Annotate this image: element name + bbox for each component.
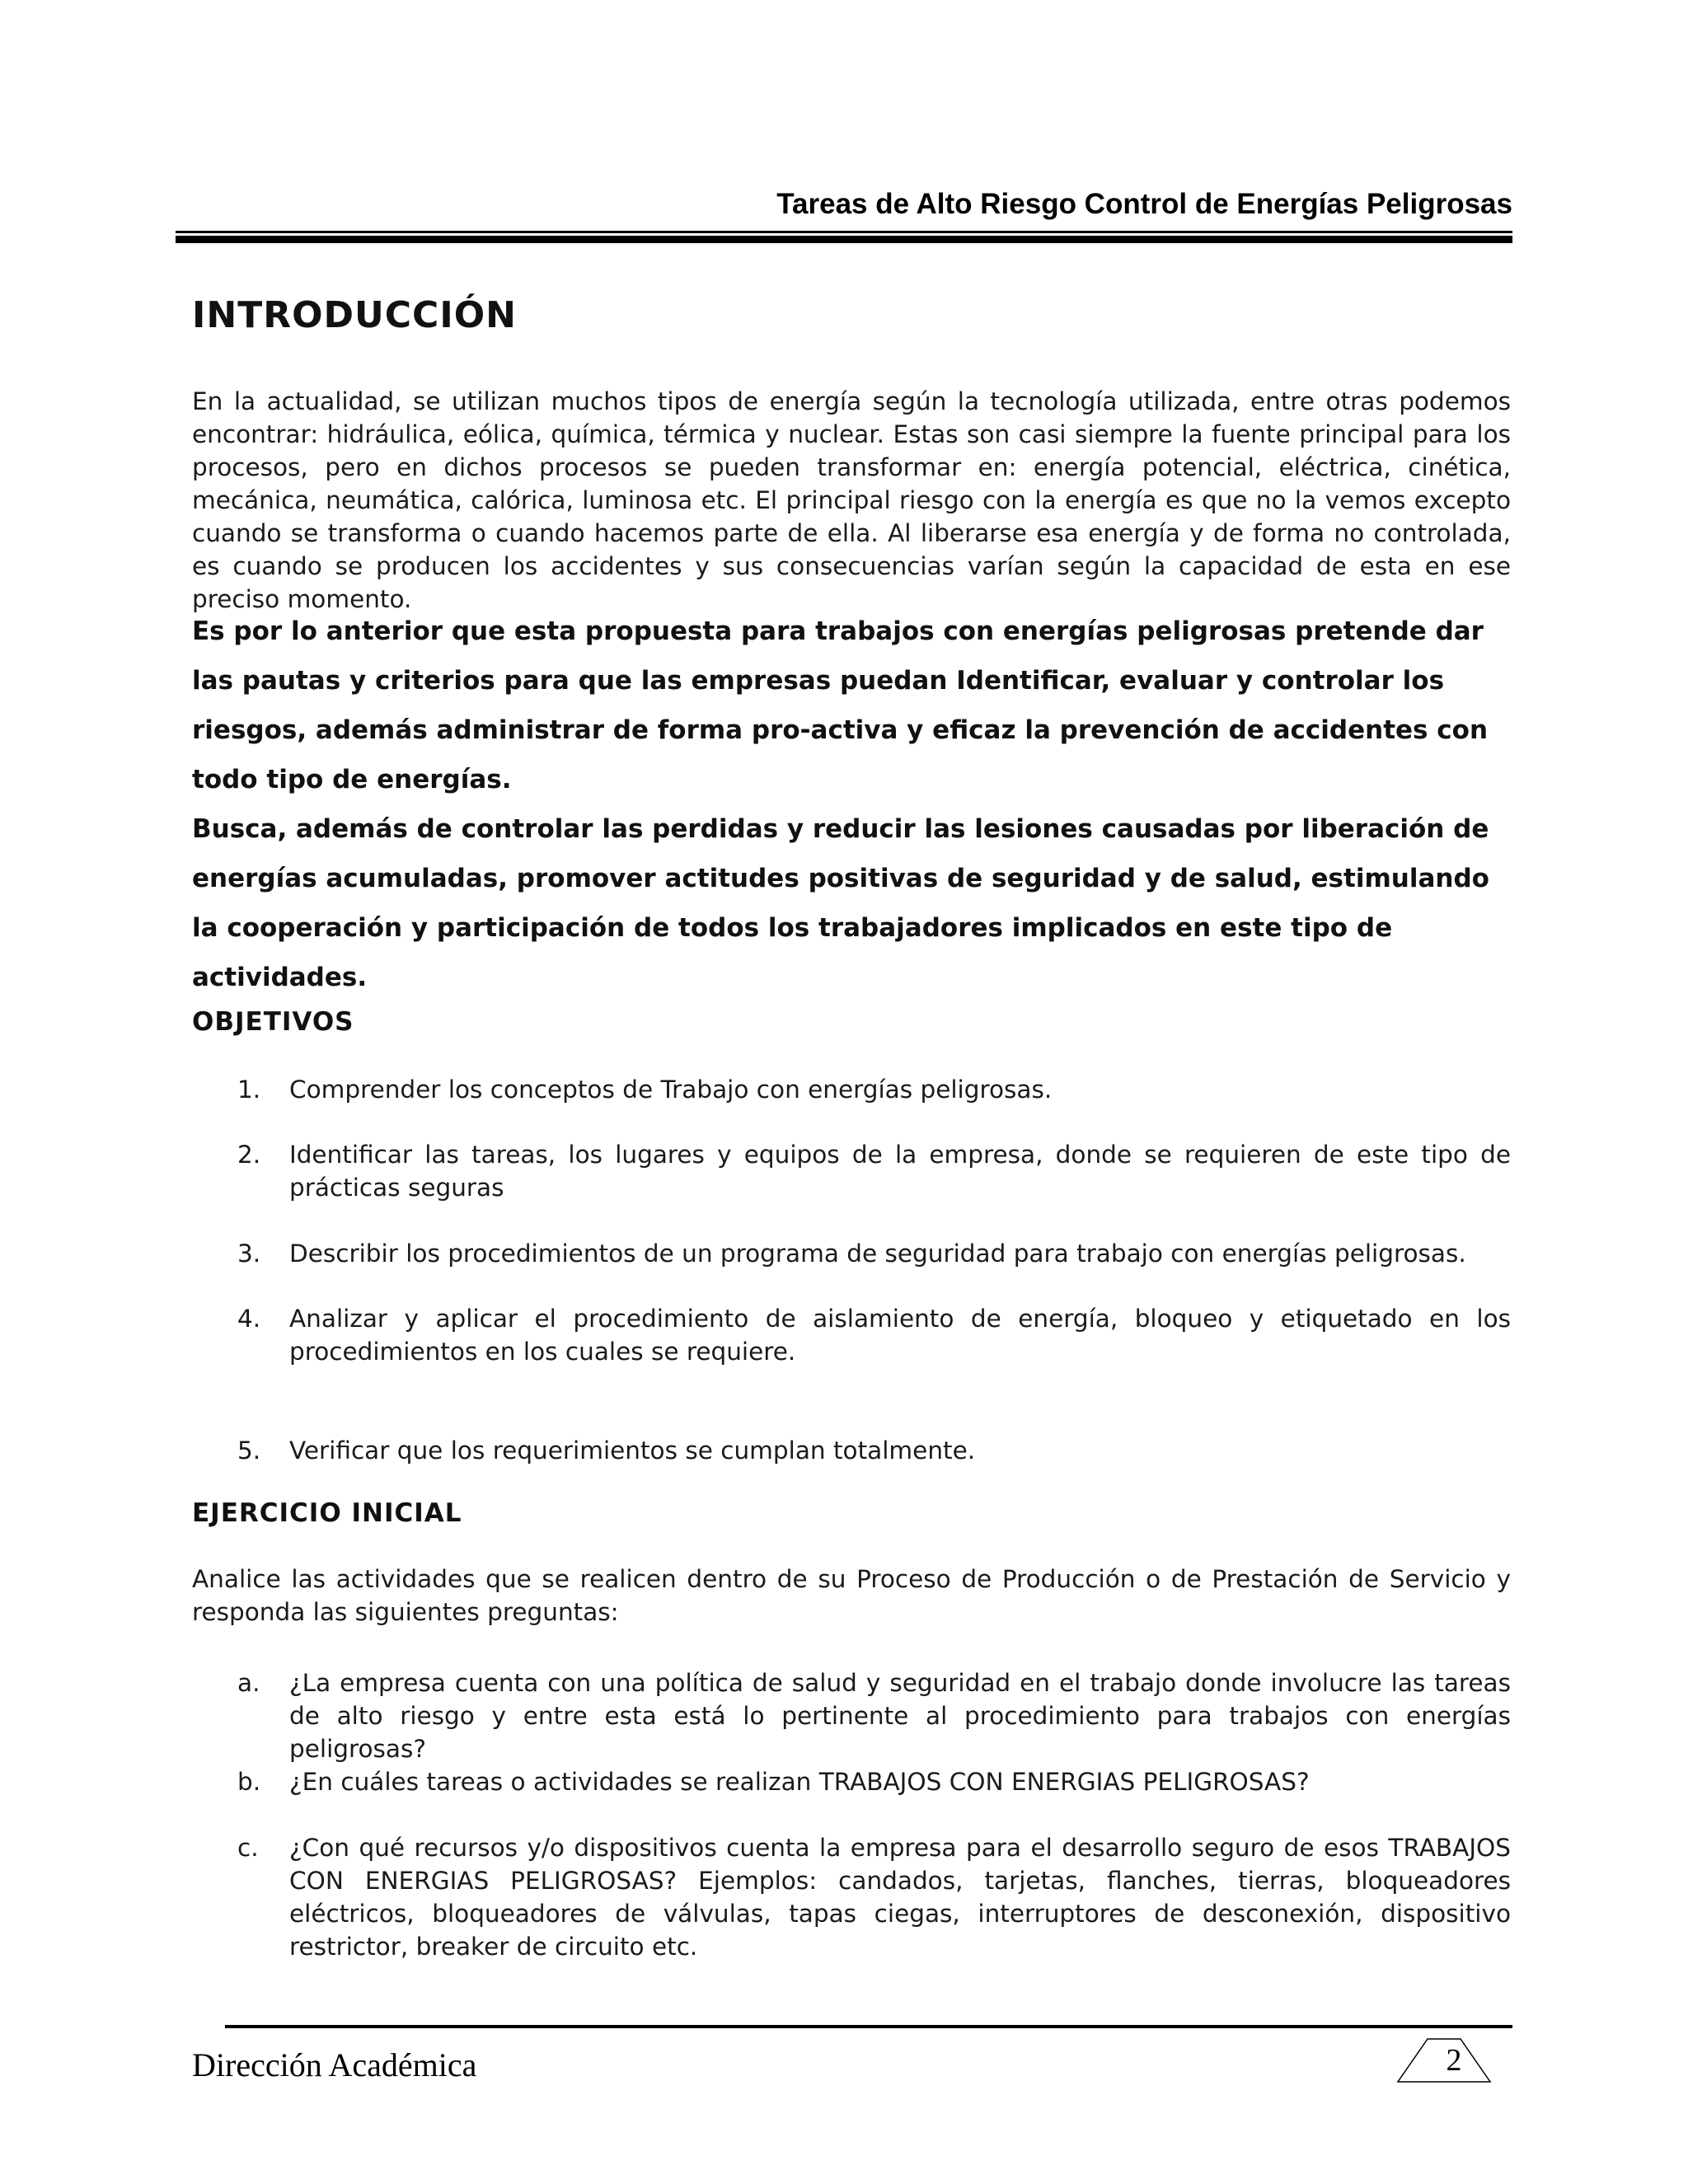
objectives-heading: OBJETIVOS (192, 1007, 354, 1037)
objective-number: 4. (237, 1305, 261, 1333)
question-letter: c. (237, 1834, 259, 1862)
question-letter: a. (237, 1669, 260, 1697)
objective-text: Identificar las tareas, los lugares y equipos de la empresa, donde se requieren de este tipo de prácticas seguras (289, 1141, 1511, 1202)
objective-text: Verificar que los requerimientos se cumplan totalmente. (289, 1436, 976, 1465)
objective-text: Describir los procedimientos de un programa de seguridad para trabajo con energías peligrosas. (289, 1240, 1466, 1268)
triangle-icon (1398, 2039, 1490, 2082)
header-rule-thin (176, 231, 1512, 233)
question-letter: b. (237, 1768, 261, 1796)
exercise-paragraph: Analice las actividades que se realicen dentro de su Proceso de Producción o de Prestación de Servicio y responda las siguientes preguntas: (192, 1565, 1511, 1626)
exercise-question-a (192, 1666, 1511, 1765)
objective-number: 2. (237, 1141, 261, 1169)
objective-number: 5. (237, 1436, 261, 1465)
intro-paragraph: En la actualidad, se utilizan muchos tipos de energía según la tecnología utilizada, entre otras podemos encontrar: hidráulica, eólica, química, térmica y nuclear. Estas son casi siempre la fuente principal para los procesos, pero en dichos procesos se pueden transformar en: energía potencial, eléctrica, cinética, mecánica, neumática, calórica, luminosa etc. El principal riesgo con la energía es que no la vemos excepto cuando se transforma o cuando hacemos parte de ella. Al liberarse esa energía y de forma no controlada, es cuando se producen los accidentes y sus consecuencias varían según la capacidad de esta en ese preciso momento. (192, 387, 1511, 613)
footer-rule (225, 2025, 1512, 2028)
intro-bold-paragraph-1: Es por lo anterior que esta propuesta para trabajos con energías peligrosas pretende dar las pautas y criterios para que las empresas puedan Identificar, evaluar y controlar los riesgos, además administrar de forma pro-activa y eficaz la prevención de accidentes con todo tipo de energías. (192, 616, 1489, 794)
page-number: 2 (1446, 2043, 1462, 2078)
objective-text: Analizar y aplicar el procedimiento de aislamiento de energía, bloqueo y etiquetado en los procedimientos en los cuales se requiere. (289, 1305, 1511, 1366)
objective-item-3 (192, 1237, 1511, 1270)
page-header-title: Tareas de Alto Riesgo Control de Energías Peligrosas (776, 188, 1512, 220)
question-text: ¿En cuáles tareas o actividades se realizan TRABAJOS CON ENERGIAS PELIGROSAS? (289, 1768, 1310, 1796)
intro-heading: INTRODUCCIÓN (192, 294, 517, 336)
footer-text: Dirección Académica (192, 2046, 477, 2083)
objective-item-4 (192, 1302, 1511, 1368)
intro-bold-paragraph-2: Busca, además de controlar las perdidas y reducir las lesiones causadas por liberación de energías acumuladas, promover actitudes positivas de seguridad y de salud, estimulando la cooperación y participación de todos los trabajadores implicados en este tipo de actividades. (192, 814, 1489, 992)
objective-text: Comprender los conceptos de Trabajo con energías peligrosas. (289, 1076, 1053, 1104)
exercise-heading: EJERCICIO INICIAL (192, 1498, 462, 1528)
objective-item-5 (192, 1434, 1511, 1467)
question-text: ¿La empresa cuenta con una política de salud y seguridad en el trabajo donde involucre las tareas de alto riesgo y entre esta está lo pertinente al procedimiento para trabajos con energías peligrosas? (289, 1669, 1511, 1763)
objective-item-2 (192, 1138, 1511, 1204)
exercise-question-c (192, 1831, 1511, 1963)
objective-item-1 (192, 1073, 1511, 1106)
question-text: ¿Con qué recursos y/o dispositivos cuenta la empresa para el desarrollo seguro de esos TRABAJOS CON ENERGIAS PELIGROSAS? Ejemplos: candados, tarjetas, flanches, tierras, bloqueadores eléctricos, bloqueadores de válvulas, tapas ciegas, interruptores de desconexión, dispositivo restrictor, breaker de circuito etc. (289, 1834, 1511, 1961)
page-number-badge (1395, 2036, 1493, 2085)
objective-number: 1. (237, 1076, 261, 1104)
objective-number: 3. (237, 1240, 261, 1268)
exercise-question-b (192, 1765, 1511, 1798)
header-rule-thick (176, 236, 1512, 243)
